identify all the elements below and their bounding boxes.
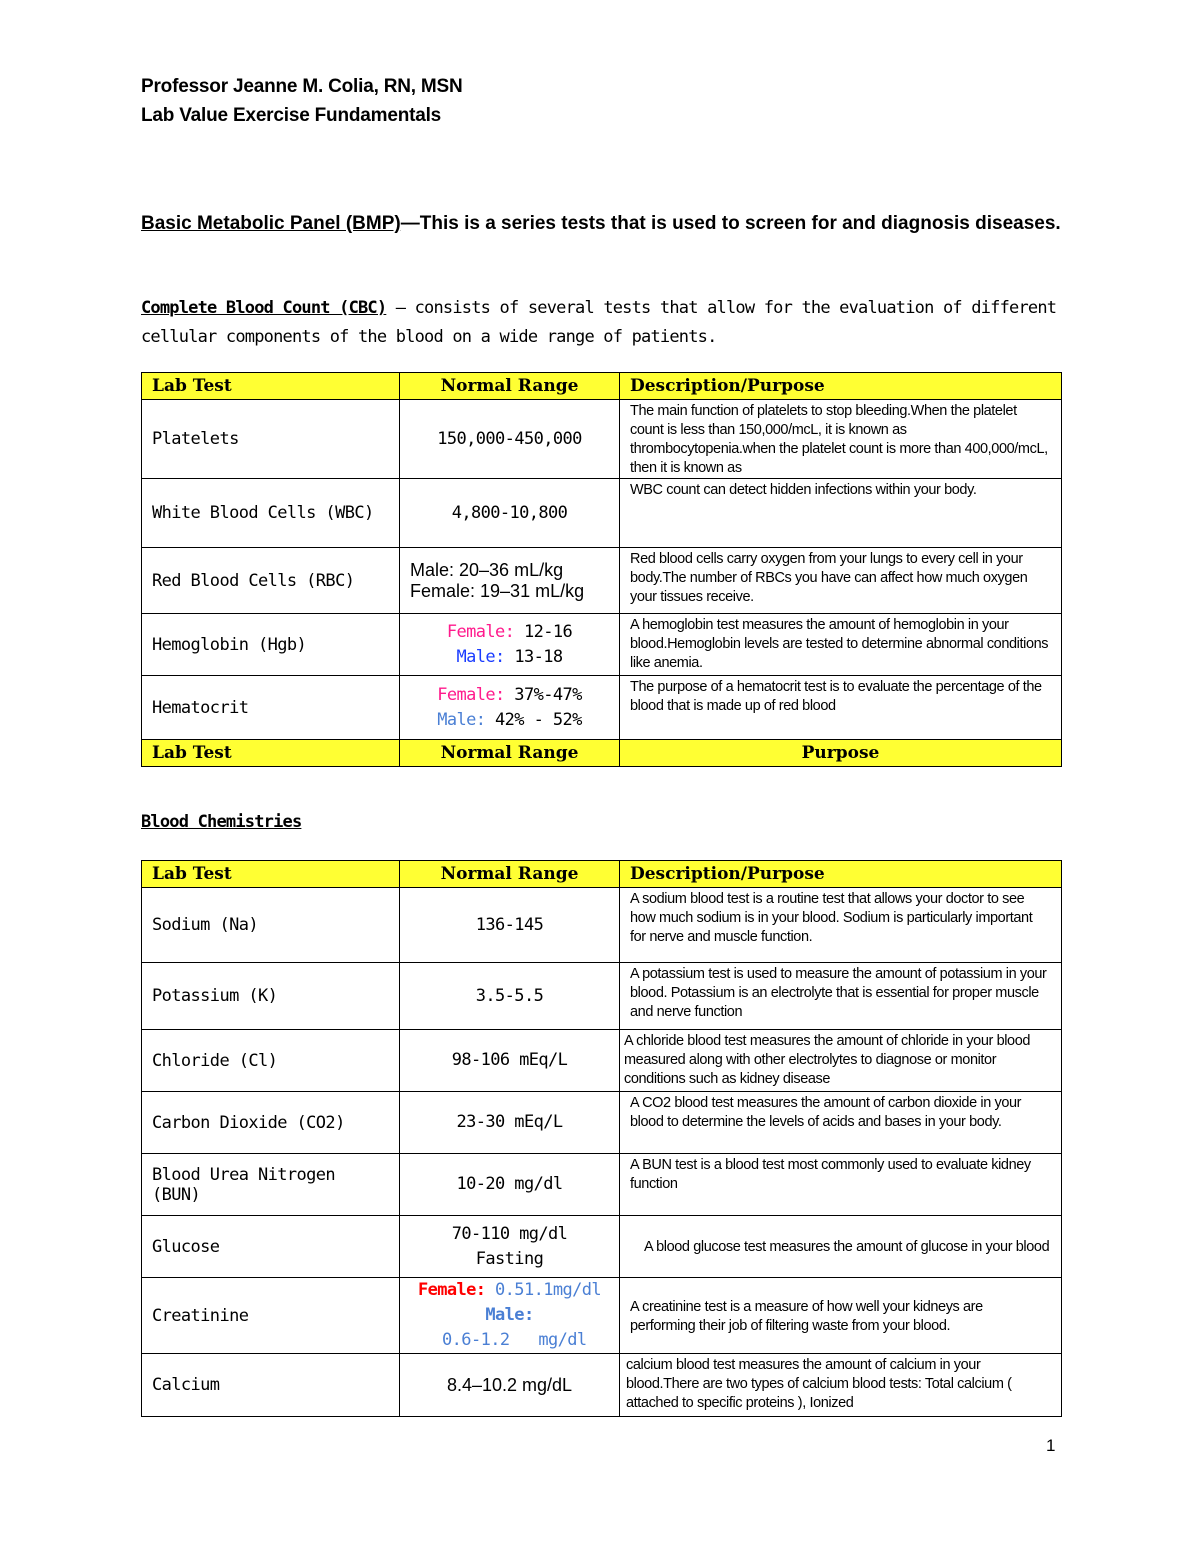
test-name: Red Blood Cells (RBC)	[142, 548, 400, 614]
test-name: Glucose	[142, 1216, 400, 1278]
test-range: 98-106 mEq/L	[400, 1030, 620, 1092]
table-row	[142, 676, 1062, 740]
cbc-title: Complete Blood Count (CBC)	[141, 298, 387, 318]
test-description: calcium blood test measures the amount of calcium in your blood.There are two types of calcium blood tests: Total calcium ( attached to specific proteins ), Ionized	[620, 1354, 1062, 1417]
test-description: A hemoglobin test measures the amount of hemoglobin in your blood.Hemoglobin levels are tested to determine abnormal conditions like anemia.	[620, 614, 1062, 676]
header-lab-test: Lab Test	[142, 861, 400, 888]
cbc-paragraph	[141, 294, 1071, 352]
table-row	[142, 1030, 1062, 1092]
test-range: 23-30 mEq/L	[400, 1092, 620, 1154]
header-description: Description/Purpose	[620, 373, 1062, 400]
female-label: Female:	[446, 621, 515, 642]
test-description: A chloride blood test measures the amount of chloride in your blood measured along with other electrolytes to diagnose or monitor conditions such as kidney disease	[620, 1030, 1062, 1092]
range-note: Fasting	[475, 1248, 544, 1269]
female-value: 12-16	[514, 621, 573, 642]
test-range: 3.5-5.5	[400, 963, 620, 1030]
test-name: Calcium	[142, 1354, 400, 1417]
test-description: The main function of platelets to stop bleeding.When the platelet count is less than 150,000/mcL, it is known as thrombocytopenia.when the platelet count is more than 400,000/mcL, then it is known as	[620, 400, 1062, 479]
male-value: 0.6-1.2 mg/dl	[432, 1330, 587, 1350]
male-label: Male:	[485, 1305, 534, 1325]
test-range	[400, 1216, 620, 1278]
table-row	[142, 1092, 1062, 1154]
female-label: Female:	[417, 1280, 486, 1300]
table-row	[142, 548, 1062, 614]
range-value: 70-110 mg/dl	[451, 1223, 568, 1244]
table-header-row	[142, 373, 1062, 400]
test-description: A sodium blood test is a routine test that allows your doctor to see how much sodium is in your blood. Sodium is particularly important for nerve and muscle function.	[620, 888, 1062, 963]
author-line: Professor Jeanne M. Colia, RN, MSN	[141, 76, 463, 97]
test-name: Sodium (Na)	[142, 888, 400, 963]
document-header	[141, 72, 463, 130]
male-value: 42% - 52%	[485, 709, 582, 730]
page-number: 1	[1046, 1436, 1056, 1455]
table-row	[142, 614, 1062, 676]
test-range: 10-20 mg/dl	[400, 1154, 620, 1216]
test-name: Blood Urea Nitrogen (BUN)	[142, 1154, 400, 1216]
test-name: Creatinine	[142, 1278, 400, 1354]
range-female: Female: 19–31 mL/kg	[410, 580, 585, 601]
test-name: Platelets	[142, 400, 400, 479]
header-lab-test: Lab Test	[142, 373, 400, 400]
bmp-text: —This is a series tests that is used to screen for and diagnosis diseases.	[400, 213, 1061, 234]
table-row	[142, 479, 1062, 548]
female-value: 0.51.1mg/dl	[485, 1280, 602, 1300]
test-description: The purpose of a hematocrit test is to evaluate the percentage of the blood that is made up of red blood	[620, 676, 1062, 740]
table-row	[142, 888, 1062, 963]
female-value: 37%-47%	[504, 684, 582, 705]
chemistries-title: Blood Chemistries	[141, 812, 302, 832]
cbc-text: – consists of several tests that allow for the evaluation of different cellular components of the blood on a wide range of patients.	[141, 298, 1057, 347]
test-range	[400, 1278, 620, 1354]
range-male: Male: 20–36 mL/kg	[410, 559, 564, 580]
female-label: Female:	[437, 684, 505, 705]
table-row	[142, 400, 1062, 479]
footer-lab-test: Lab Test	[142, 740, 400, 767]
test-description: A creatinine test is a measure of how well your kidneys are performing their job of filtering waste from your blood.	[620, 1278, 1062, 1354]
test-range: 150,000-450,000	[400, 400, 620, 479]
footer-normal-range: Normal Range	[400, 740, 620, 767]
table-row	[142, 963, 1062, 1030]
male-value: 13-18	[504, 646, 563, 667]
test-description: A CO2 blood test measures the amount of carbon dioxide in your blood to determine the levels of acids and bases in your body.	[620, 1092, 1062, 1154]
male-label: Male:	[437, 709, 486, 730]
cbc-table	[141, 372, 1062, 767]
test-name: White Blood Cells (WBC)	[142, 479, 400, 548]
table-row	[142, 1278, 1062, 1354]
test-range	[400, 548, 620, 614]
test-description: Red blood cells carry oxygen from your lungs to every cell in your body.The number of RBCs you have can affect how much oxygen your tissues receive.	[620, 548, 1062, 614]
male-label: Male:	[456, 646, 505, 667]
test-range: 136-145	[400, 888, 620, 963]
test-description: A blood glucose test measures the amount of glucose in your blood	[620, 1216, 1062, 1278]
test-name: Carbon Dioxide (CO2)	[142, 1092, 400, 1154]
header-description: Description/Purpose	[620, 861, 1062, 888]
header-normal-range: Normal Range	[400, 373, 620, 400]
chemistries-table	[141, 860, 1062, 1417]
table-footer-row	[142, 740, 1062, 767]
test-range	[400, 676, 620, 740]
test-description: WBC count can detect hidden infections within your body.	[620, 479, 1062, 548]
table-row	[142, 1216, 1062, 1278]
footer-purpose: Purpose	[620, 740, 1062, 767]
test-name: Hematocrit	[142, 676, 400, 740]
test-range: 8.4–10.2 mg/dL	[400, 1354, 620, 1417]
test-description: A BUN test is a blood test most commonly used to evaluate kidney function	[620, 1154, 1062, 1216]
bmp-title: Basic Metabolic Panel (BMP)	[141, 213, 401, 234]
table-header-row	[142, 861, 1062, 888]
test-name: Hemoglobin (Hgb)	[142, 614, 400, 676]
table-row	[142, 1354, 1062, 1417]
bmp-paragraph	[141, 208, 1071, 239]
header-normal-range: Normal Range	[400, 861, 620, 888]
test-name: Chloride (Cl)	[142, 1030, 400, 1092]
document-title: Lab Value Exercise Fundamentals	[141, 105, 442, 126]
test-range	[400, 614, 620, 676]
table-row	[142, 1154, 1062, 1216]
test-range: 4,800-10,800	[400, 479, 620, 548]
test-name: Potassium (K)	[142, 963, 400, 1030]
test-description: A potassium test is used to measure the amount of potassium in your blood. Potassium is an electrolyte that is essential for proper muscle and nerve function	[620, 963, 1062, 1030]
